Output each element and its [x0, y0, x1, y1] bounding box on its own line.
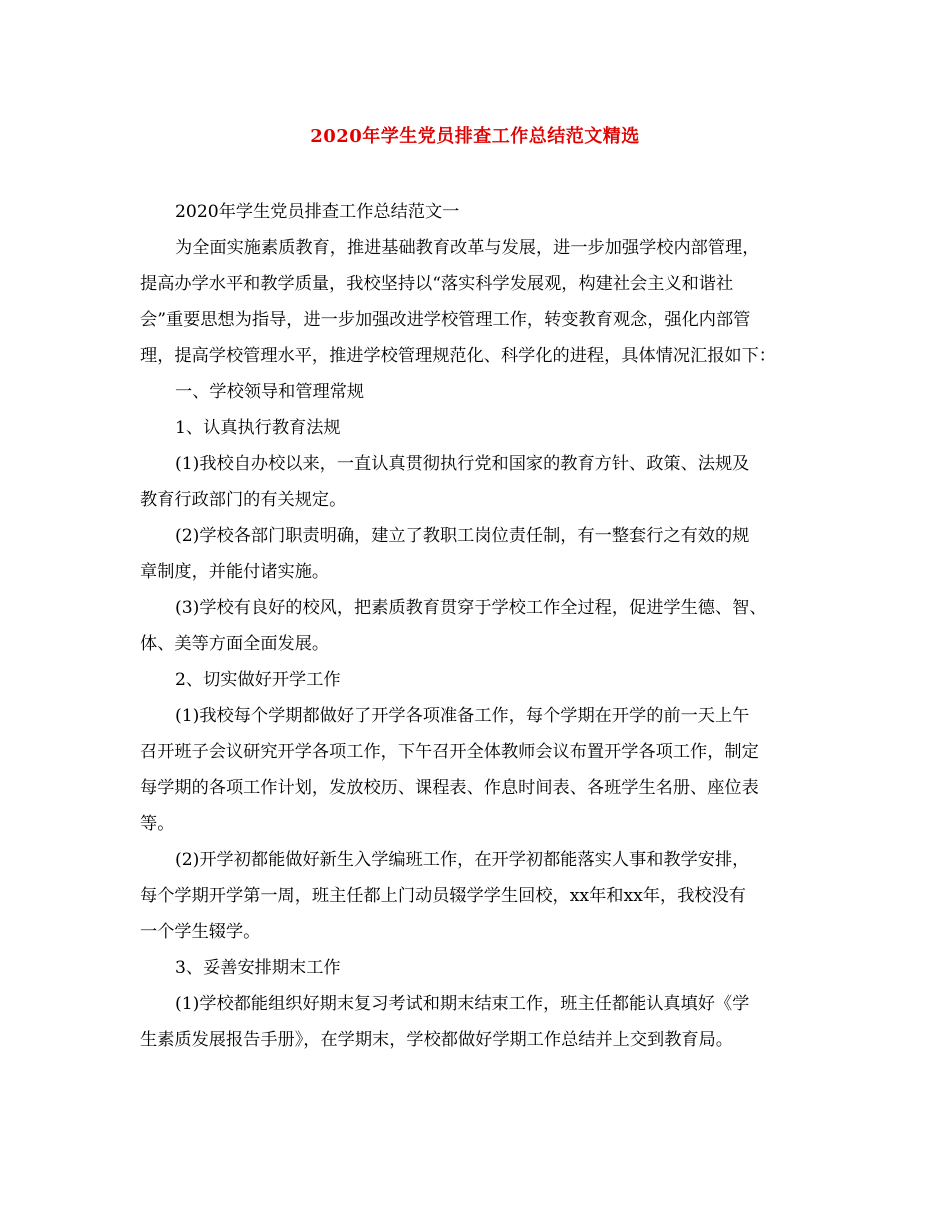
text-line: 会”重要思想为指导，进一步加强改进学校管理工作，转变教育观念，强化内部管: [140, 310, 751, 330]
text-line: (1)我校每个学期都做好了开学各项准备工作，每个学期在开学的前一天上午: [175, 706, 750, 726]
text-line: (1)我校自办校以来，一直认真贯彻执行党和国家的教育方针、政策、法规及: [175, 454, 750, 474]
text-line: 每个学期开学第一周，班主任都上门动员辍学学生回校，xx年和xx年，我校没有: [140, 886, 746, 906]
text-line: 3、妥善安排期末工作: [175, 958, 341, 978]
text-line: 2、切实做好开学工作: [175, 670, 341, 690]
text-line: 生素质发展报告手册》，在学期末，学校都做好学期工作总结并上交到教育局。: [140, 1030, 733, 1050]
document-title: 2020年学生党员排查工作总结范文精选: [310, 126, 640, 147]
text-line: 章制度，并能付诸实施。: [140, 562, 330, 582]
text-line: 等。: [140, 814, 175, 834]
text-line: 教育行政部门的有关规定。: [140, 490, 347, 510]
text-line: (2)学校各部门职责明确，建立了教职工岗位责任制，有一整套行之有效的规: [175, 526, 750, 546]
text-line: 2020年学生党员排查工作总结范文一: [175, 202, 460, 222]
text-line: 为全面实施素质教育，推进基础教育改革与发展，进一步加强学校内部管理，: [175, 238, 760, 258]
text-line: 体、美等方面全面发展。: [140, 634, 330, 654]
text-line: 1、认真执行教育法规: [175, 418, 341, 438]
document-body: [140, 194, 820, 1058]
text-line: (2)开学初都能做好新生入学编班工作，在开学初都能落实人事和教学安排，: [175, 850, 750, 870]
text-line: 每学期的各项工作计划，发放校历、课程表、作息时间表、各班学生名册、座位表: [140, 778, 759, 798]
text-line: (1)学校都能组织好期末复习考试和期末结束工作，班主任都能认真填好《学: [175, 994, 750, 1014]
text-line: 一、学校领导和管理常规: [175, 382, 365, 402]
text-line: 理，提高学校管理水平，推进学校管理规范化、科学化的进程，具体情况汇报如下：: [140, 346, 776, 366]
text-line: 提高办学水平和教学质量，我校坚持以“落实科学发展观，构建社会主义和谐社: [140, 274, 734, 294]
text-line: 一个学生辍学。: [140, 922, 261, 942]
text-line: (3)学校有良好的校风，把素质教育贯穿于学校工作全过程，促进学生德、智、: [175, 598, 767, 618]
text-line: 召开班子会议研究开学各项工作，下午召开全体教师会议布置开学各项工作，制定: [140, 742, 759, 762]
